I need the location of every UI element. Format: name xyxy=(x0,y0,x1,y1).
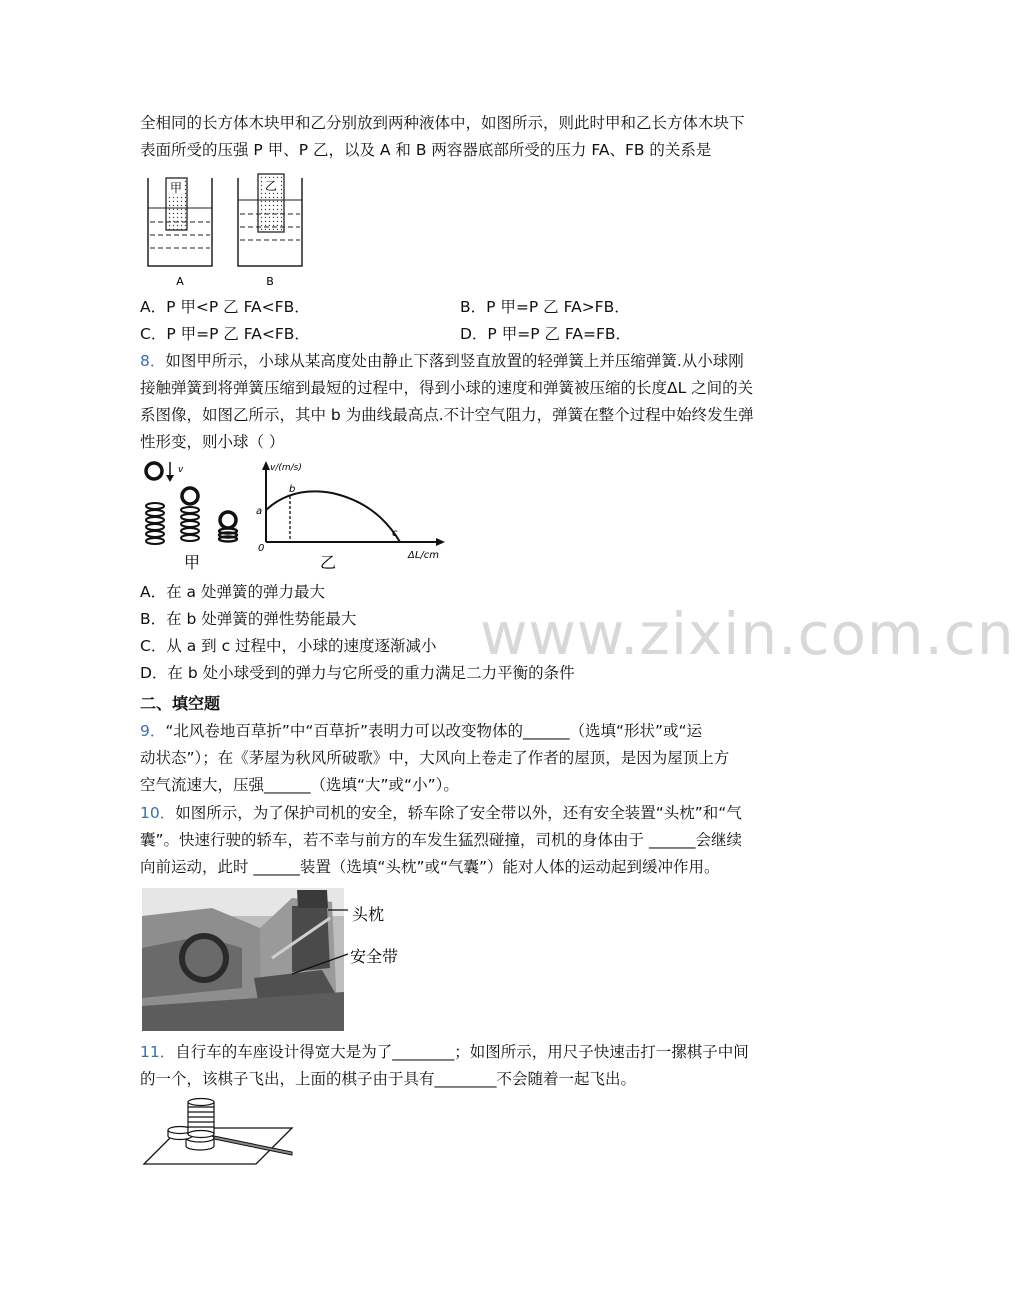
q8-option-d: D．在 b 处小球受到的弹力与它所受的重力满足二力平衡的条件 xyxy=(140,664,575,682)
watermark: www.zixin.com.cn xyxy=(480,600,1015,668)
q11-chess-stack-figure xyxy=(142,1094,294,1168)
q8-text-line-1: 8．如图甲所示，小球从某高度处由静止下落到竖直放置的轻弹簧上并压缩弹簧.从小球刚 xyxy=(140,352,744,370)
q8-point-c: c xyxy=(392,528,398,539)
q8-option-b: B．在 b 处弹簧的弹性势能最大 xyxy=(140,610,357,628)
q8-origin: 0 xyxy=(258,543,265,554)
q10-text-line-1: 10．如图所示，为了保护司机的安全，轿车除了安全带以外，还有安全装置“头枕”和“气 xyxy=(140,804,742,822)
q8-label-yi: 乙 xyxy=(319,553,337,572)
q8-y-axis-label: v/(m/s) xyxy=(270,463,302,473)
q10-label-headrest: 头枕 xyxy=(352,905,385,924)
q9-text-line-3: 空气流速大，压强______（选填“大”或“小”）。 xyxy=(140,776,459,794)
q8-option-a: A．在 a 处弹簧的弹力最大 xyxy=(140,583,325,601)
q8-label-jia: 甲 xyxy=(183,553,201,572)
q7-option-b: B．P 甲=P 乙 FA>FB． xyxy=(460,298,630,316)
q8-text-line-4: 性形变，则小球（ ） xyxy=(140,433,285,451)
q7-text-line-2: 表面所受的压强 P 甲、P 乙，以及 A 和 B 两容器底部所受的压力 FA、FB 的关系是 xyxy=(140,141,712,159)
q10-text-line-2: 囊”。快速行驶的轿车，若不幸与前方的车发生猛烈碰撞，司机的身体由于 ______会继续 xyxy=(140,831,742,849)
q8-point-a: a xyxy=(256,506,263,517)
q10-text-line-3: 向前运动，此时 ______装置（选填“头枕”或“气囊”）能对人体的运动起到缓冲作用。 xyxy=(140,858,720,876)
q7-label-b: B xyxy=(266,275,274,288)
q9-text-line-2: 动状态”）；在《茅屋为秋风所破歌》中，大风向上卷走了作者的屋顶，是因为屋顶上方 xyxy=(140,749,730,767)
q11-number: 11． xyxy=(140,1043,176,1061)
q9-number: 9． xyxy=(140,722,166,740)
q8-spring-figure-jia xyxy=(140,458,250,576)
q7-label-yi: 乙 xyxy=(264,179,278,193)
q8-x-axis-label: ΔL/cm xyxy=(408,550,440,561)
q11-text-line-2: 的一个，该棋子飞出，上面的棋子由于具有________不会随着一起飞出。 xyxy=(140,1070,637,1088)
q8-text-line-2: 接触弹簧到将弹簧压缩到最短的过程中，得到小球的速度和弹簧被压缩的长度ΔL 之间的关 xyxy=(140,379,754,397)
section-title: 二、填空题 xyxy=(140,694,221,713)
q7-label-a: A xyxy=(176,275,184,288)
q7-option-c: C．P 甲=P 乙 FA<FB． xyxy=(140,325,310,343)
q9-text-line-1: 9．“北风卷地百草折”中“百草折”表明力可以改变物体的______（选填“形状”或“运 xyxy=(140,722,703,740)
q7-label-jia: 甲 xyxy=(169,181,183,195)
q10-car-interior-photo xyxy=(142,888,432,1033)
q8-number: 8． xyxy=(140,352,166,370)
q10-label-seatbelt: 安全带 xyxy=(350,947,399,966)
q7-option-a: A．P 甲<P 乙 FA<FB． xyxy=(140,298,310,316)
q8-option-c: C．从 a 到 c 过程中，小球的速度逐渐减小 xyxy=(140,637,437,655)
q7-containers-figure xyxy=(140,172,310,292)
q8-point-b: b xyxy=(289,484,296,495)
q10-number: 10． xyxy=(140,804,176,822)
q7-text-line-1: 全相同的长方体木块甲和乙分别放到两种液体中，如图所示，则此时甲和乙长方体木块下 xyxy=(140,114,745,132)
q11-text-line-1: 11．自行车的车座设计得宽大是为了________；如图所示，用尺子快速击打一摞棋子中间 xyxy=(140,1043,749,1061)
q8-velocity-graph-yi xyxy=(252,458,452,576)
q8-label-v: v xyxy=(178,465,184,475)
q8-text-line-3: 系图像，如图乙所示，其中 b 为曲线最高点.不计空气阻力，弹簧在整个过程中始终发生弹 xyxy=(140,406,754,424)
q7-option-d: D．P 甲=P 乙 FA=FB． xyxy=(460,325,632,343)
